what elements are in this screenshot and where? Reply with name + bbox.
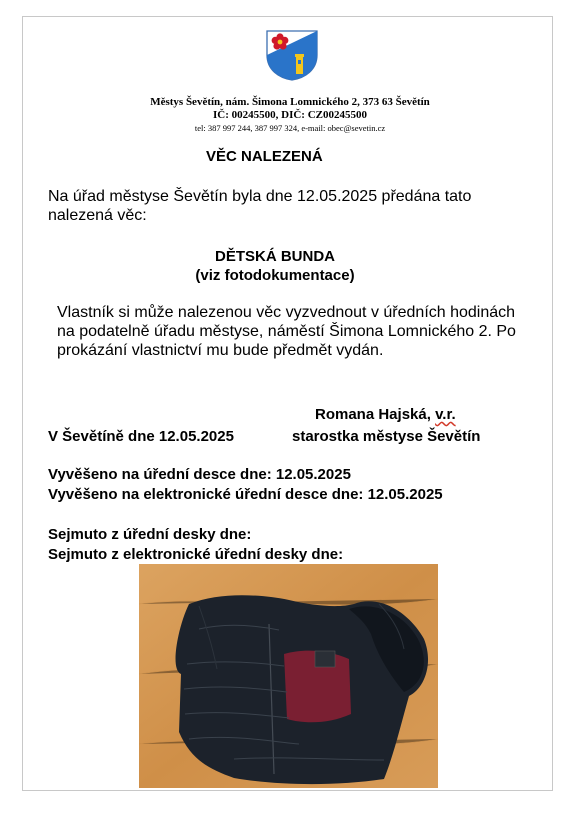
- intro-paragraph: Na úřad městyse Ševětín byla dne 12.05.2025 předána tato nalezená věc:: [48, 188, 472, 224]
- municipality-address: Městys Ševětín, nám. Šimona Lomnického 2, 373 63 Ševětín: [150, 96, 430, 108]
- jacket-photo: [139, 564, 438, 788]
- notice-title: VĚC NALEZENÁ: [206, 148, 323, 165]
- contact-info: tel: 387 997 244, 387 997 324, e-mail: obec@sevetin.cz: [194, 123, 386, 133]
- signer-role: starostka městyse Ševětín: [292, 428, 481, 445]
- coat-of-arms-logo: [265, 29, 319, 81]
- posted-board-date: Vyvěšeno na úřední desce dne: 12.05.2025: [48, 466, 351, 483]
- signature-abbreviation: v.r.: [435, 406, 456, 423]
- found-item-name: DĚTSKÁ BUNDA: [215, 248, 335, 265]
- pickup-instructions: Vlastník si může nalezenou věc vyzvednout v úředních hodinách na podatelně úřadu městyse, náměstí Šimona Lomnického 2. Po prokázání vlastnictví mu bude předmět vydán.: [57, 304, 516, 359]
- removed-electronic-date: Sejmuto z elektronické úřední desky dne:: [48, 546, 344, 563]
- found-item-note: (viz fotodokumentace): [195, 267, 355, 284]
- removed-board-date: Sejmuto z úřední desky dne:: [48, 526, 252, 543]
- signer-name: Romana Hajská, v.r.: [315, 406, 456, 423]
- tax-ids: IČ: 00245500, DIČ: CZ00245500: [213, 109, 367, 121]
- place-and-date: V Ševětíně dne 12.05.2025: [48, 428, 234, 445]
- posted-electronic-date: Vyvěšeno na elektronické úřední desce dne: 12.05.2025: [48, 486, 443, 503]
